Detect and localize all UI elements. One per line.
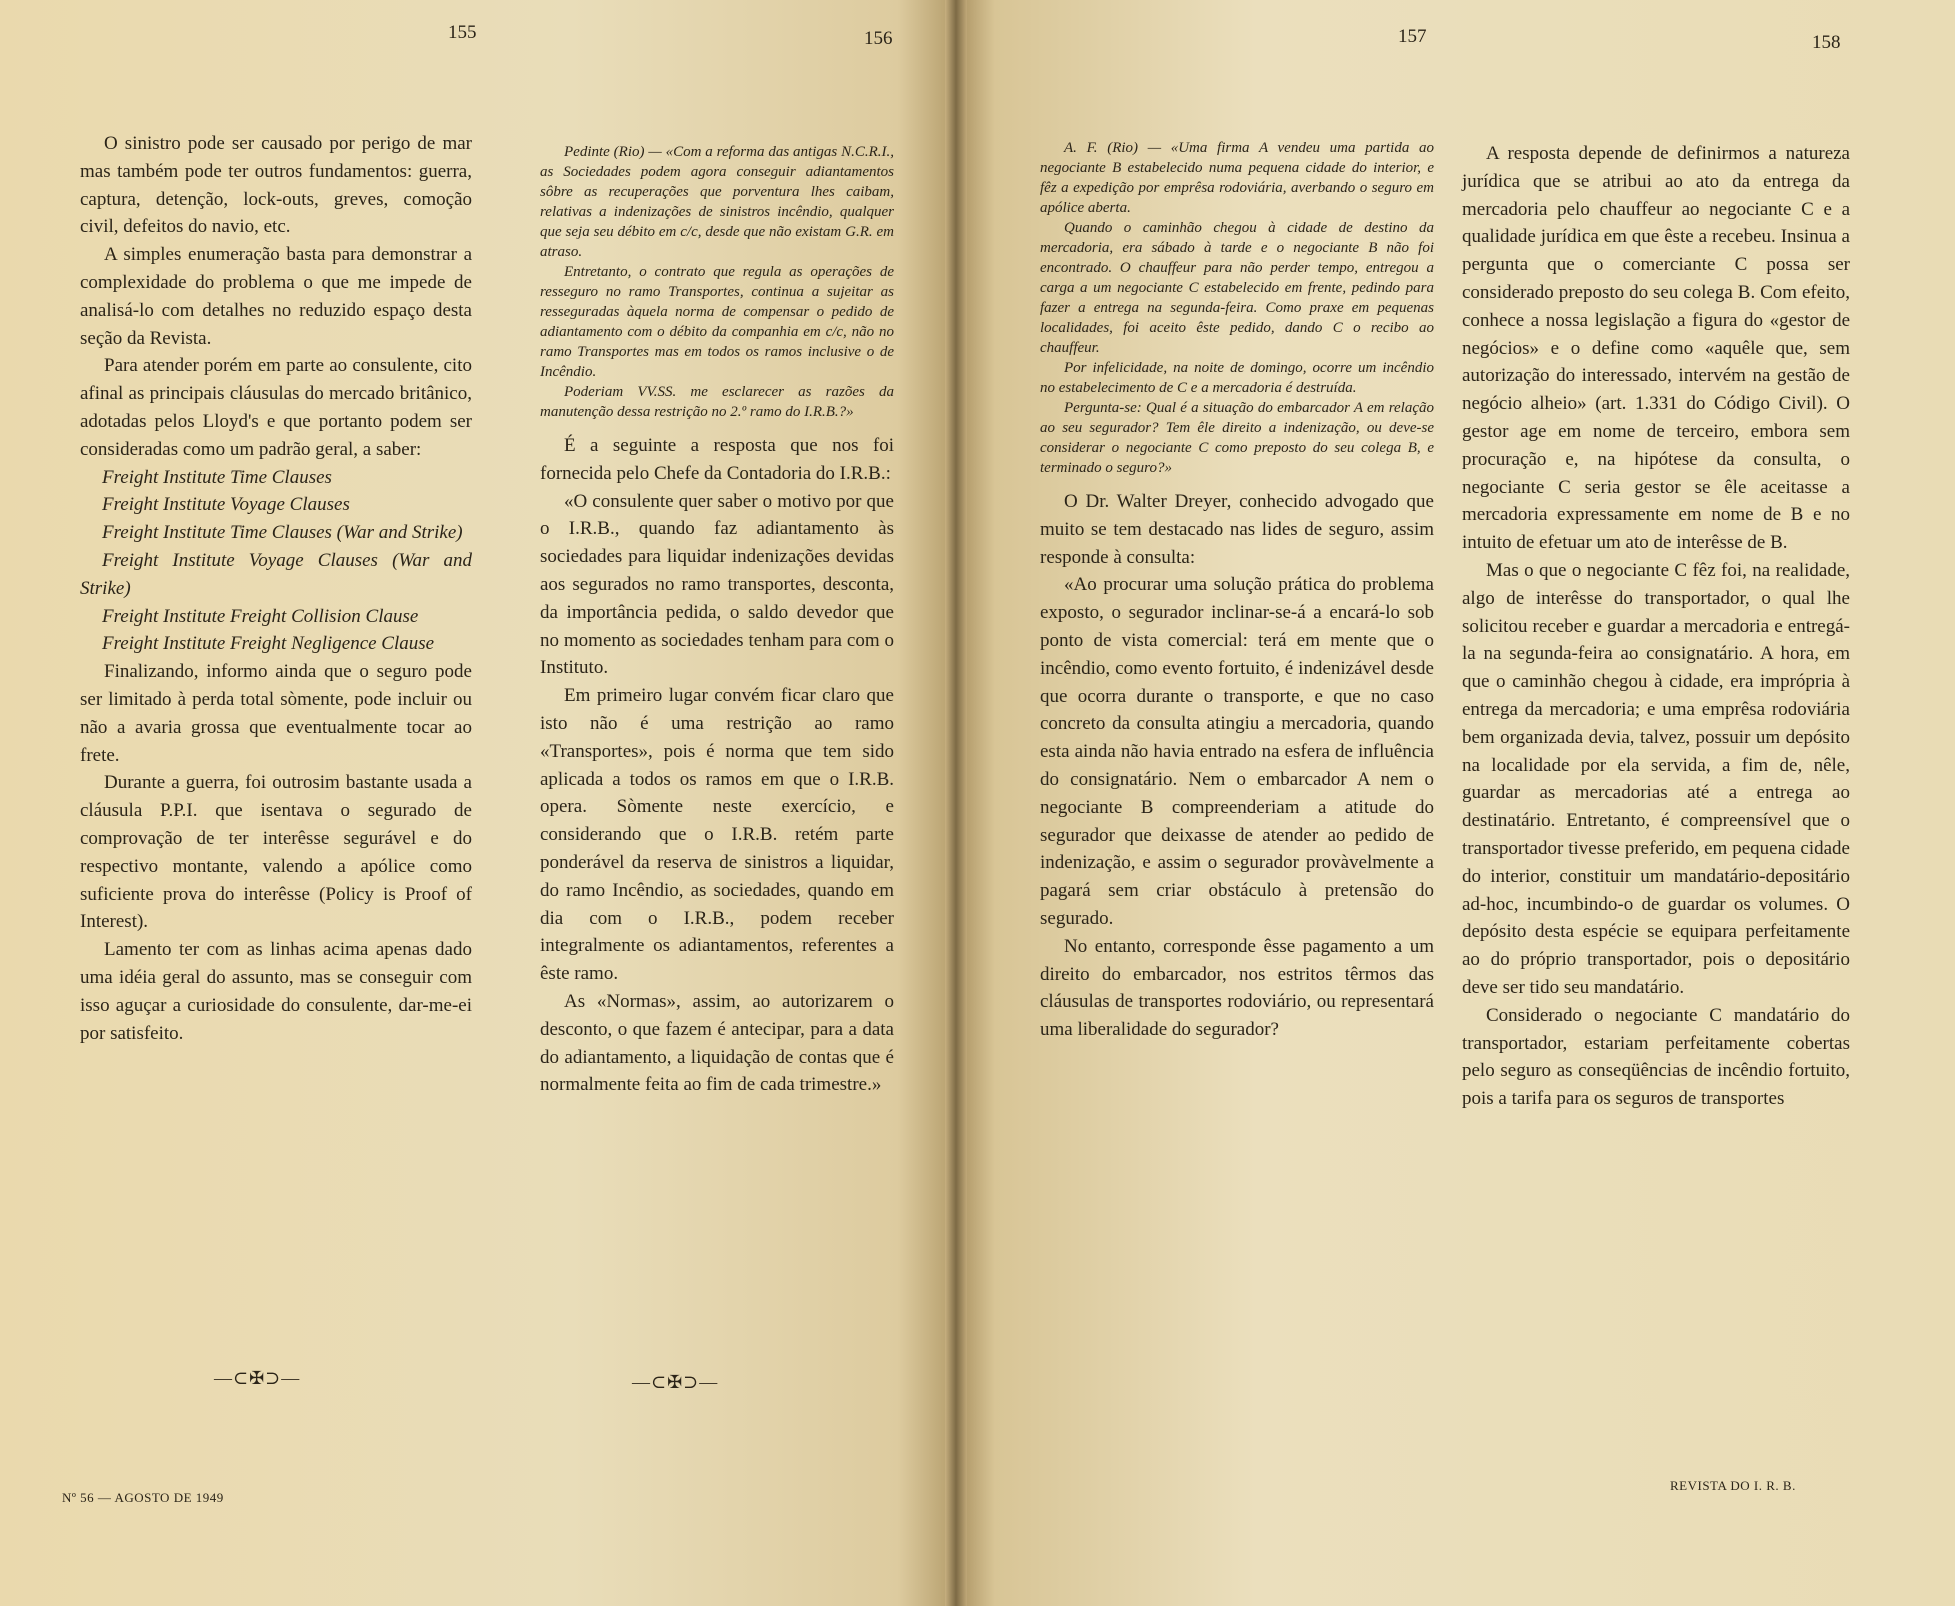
page-number-157: 157 [1398,26,1427,47]
paragraph: Durante a guerra, foi outrosim bastante usada a cláusula P.P.I. que isentava o segurado de comprovação de ter interêsse segurável e do respectivo montante, valendo a apólice como suficiente prova do interêsse (Policy is Proof of Interest). [80,772,472,933]
paragraph: Pergunta-se: Qual é a situação do embarcador A em relação ao seu segurador? Tem êle direito a indenização, ou deve-se considerar o negociante C como preposto do seu colega B, e terminado o seguro?» [1040,400,1434,476]
section-ornament: —⊂✠⊃— [214,1368,301,1388]
consultation-answer [540,432,894,1099]
paragraph: «O consulente quer saber o motivo por que o I.R.B., quando faz adiantamento às sociedades para liquidar indenizações devidas aos segurados no ramo transportes, desconta, da importância pedida, o saldo devedor que no momento as sociedades tenham para com o Instituto. [540,490,894,679]
page-number-158: 158 [1812,32,1841,53]
clause-item: Freight Institute Time Clauses (War and Strike) [102,522,463,544]
page-number-156: 156 [864,28,893,49]
column-page-158 [1462,140,1850,1113]
column-page-157 [1040,138,1434,1044]
paragraph: As «Normas», assim, ao autorizarem o desconto, o que fazem é antecipar, para a data do adiantamento, a liquidação de contas que é normalmente feita ao fim de cada trimestre.» [540,990,894,1096]
paragraph: O Dr. Walter Dreyer, conhecido advogado que muito se tem destacado nas lides de seguro, assim responde à consulta: [1040,491,1434,568]
paragraph: O sinistro pode ser causado por perigo de mar mas também pode ter outros fundamentos: guerra, captura, detenção, lock-outs, greves, comoção civil, defeitos do navio, etc. [80,133,472,238]
paragraph: Mas o que o negociante C fêz foi, na realidade, algo de interêsse do transportador, o qual lhe solicitou receber e guardar a mercadoria e entregá-la na segunda-feira ao consignatário. A hora, em que o caminhão chegou à cidade, era imprópria à entrega da mercadoria; e uma emprêsa rodoviária bem organizada devia, talvez, possuir um depósito na localidade por ela servida, a fim de, nêle, guardar as mercadorias até a entrega ao destinatário. Entretanto, é compreensível que o transportador tivesse preferido, em pequena cidade do interior, constituir um mandatário-depositário ad-hoc, incumbindo-o de guardar os volumes. O depósito desta espécie se equipara perfeitamente ao do próprio transportador, pois o depositário deve ser tido seu mandatário. [1462,559,1850,998]
paragraph: Considerado o negociante C mandatário do transportador, estariam perfeitamente cobertas pelo seguro as conseqüências de incêndio fortuito, pois a tarifa para os seguros de transportes [1462,1004,1850,1110]
consultation-answer [1040,488,1434,1044]
consultation-question [540,142,894,422]
column-page-156 [540,142,894,1099]
page-number-155: 155 [448,22,477,43]
paragraph: Por infelicidade, na noite de domingo, ocorre um incêndio no estabelecimento de C e a mercadoria é destruída. [1040,360,1434,396]
paragraph: A simples enumeração basta para demonstrar a complexidade do problema o que me impede de analisá-lo com detalhes no reduzido espaço desta seção da Revista. [80,244,472,349]
clause-item: Freight Institute Voyage Clauses [102,494,350,516]
footer-journal: REVISTA DO I. R. B. [1670,1478,1796,1493]
paragraph: Poderiam VV.SS. me esclarecer as razões da manutenção dessa restrição no 2.º ramo do I.R.B.?» [540,384,894,420]
paragraph: Em primeiro lugar convém ficar claro que isto não é uma restrição ao ramo «Transportes», pois é norma que tem sido aplicada a todos os ramos em que o I.R.B. opera. Sòmente neste exercício, e considerando que o I.R.B. retém parte ponderável da reserva de sinistros a liquidar, do ramo Incêndio, as sociedades, quando em dia com o I.R.B., podem receber integralmente os adiantamentos, referentes a êste ramo. [540,685,894,985]
clause-item: Freight Institute Time Clauses [102,466,332,488]
paragraph: «Ao procurar uma solução prática do problema exposto, o segurador inclinar-se-á a encará-lo sob ponto de vista comercial: terá em mente que o incêndio, como evento fortuito, é indenizável desde que ocorra durante o transporte, e que no caso concreto da consulta atingiu a mercadoria, quando esta ainda não havia entrado na esfera de influência do consignatário. Nem o embarcador A nem o negociante B compreenderiam a atitude do segurador que deixasse de atender ao pedido de indenização, e assim o segurador provàvelmente a pagará sem criar obstáculo à pretensão do segurado. [1040,574,1434,929]
book-gutter [945,0,967,1606]
paragraph: Entretanto, o contrato que regula as operações de resseguro no ramo Transportes, continua a sujeitar as resseguradas àquela norma de compensar o pedido de adiantamento com o débito da companhia em c/c, não no ramo Transportes mas em todos os ramos inclusive o de Incêndio. [540,264,894,380]
paragraph: Lamento ter com as linhas acima apenas dado uma idéia geral do assunto, mas se conseguir com isso aguçar a curiosidade do consulente, dar-me-ei por satisfeito. [80,939,472,1044]
clause-item: Freight Institute Freight Negligence Clause [102,633,435,655]
footer-issue: Nº 56 — AGOSTO DE 1949 [62,1490,224,1505]
clause-item: Freight Institute Freight Collision Clause [102,605,419,627]
paragraph: Finalizando, informo ainda que o seguro pode ser limitado à perda total sòmente, pode incluir ou não a avaria grossa que eventualmente tocar ao frete. [80,661,472,766]
section-ornament: —⊂✠⊃— [632,1372,719,1392]
column-page-155 [80,130,472,1047]
paragraph: É a seguinte a resposta que nos foi fornecida pelo Chefe da Contadoria do I.R.B.: [540,435,894,484]
clause-item: Freight Institute Voyage Clauses (War and Strike) [80,549,472,599]
paragraph: Pedinte (Rio) — «Com a reforma das antigas N.C.R.I., as Sociedades podem agora conseguir adiantamentos sôbre as recuperações que porventura lhes caibam, relativas a indenizações de sinistros incêndio, qualquer que seja seu débito em c/c, desde que não existam G.R. em atraso. [540,144,894,260]
paragraph: Quando o caminhão chegou à cidade de destino da mercadoria, era sábado à tarde e o negociante B não foi encontrado. O chauffeur para não perder tempo, entregou a carga a um negociante C estabelecido em frente, pedindo para fazer a entrega na segunda-feira. Como praxe em pequenas localidades, foi aceito êste pedido, dando C o recibo ao chauffeur. [1040,220,1434,356]
paragraph: No entanto, corresponde êsse pagamento a um direito do embarcador, nos estritos têrmos das cláusulas de transportes rodoviário, ou representará uma liberalidade do segurador? [1040,935,1434,1041]
paragraph: Para atender porém em parte ao consulente, cito afinal as principais cláusulas do mercado britânico, adotadas pelos Lloyd's e que portanto podem ser consideradas como um padrão geral, a saber: [80,355,472,460]
consultation-question [1040,138,1434,478]
paragraph: A resposta depende de definirmos a natureza jurídica que se atribui ao ato da entrega da mercadoria pelo chauffeur ao negociante C e a qualidade jurídica em que êste a recebeu. Insinua a pergunta que o comerciante C possa ser considerado preposto do seu colega B. Com efeito, conhece a nossa legislação a figura do «gestor de negócios» e o define como «aquêle que, sem autorização do interessado, intervém na gestão de negócio alheio» (art. 1.331 do Código Civil). O gestor age em nome de terceiro, embora sem procuração e, na hipótese da consulta, o negociante C seria gestor se êle aceitasse a mercadoria expressamente em nome de B e no intuito de efetuar um ato de interêsse de B. [1462,143,1850,554]
paragraph: A. F. (Rio) — «Uma firma A vendeu uma partida ao negociante B estabelecido numa pequena cidade do interior, e fêz a expedição por emprêsa rodoviária, averbando o seguro em apólice aberta. [1040,140,1434,216]
